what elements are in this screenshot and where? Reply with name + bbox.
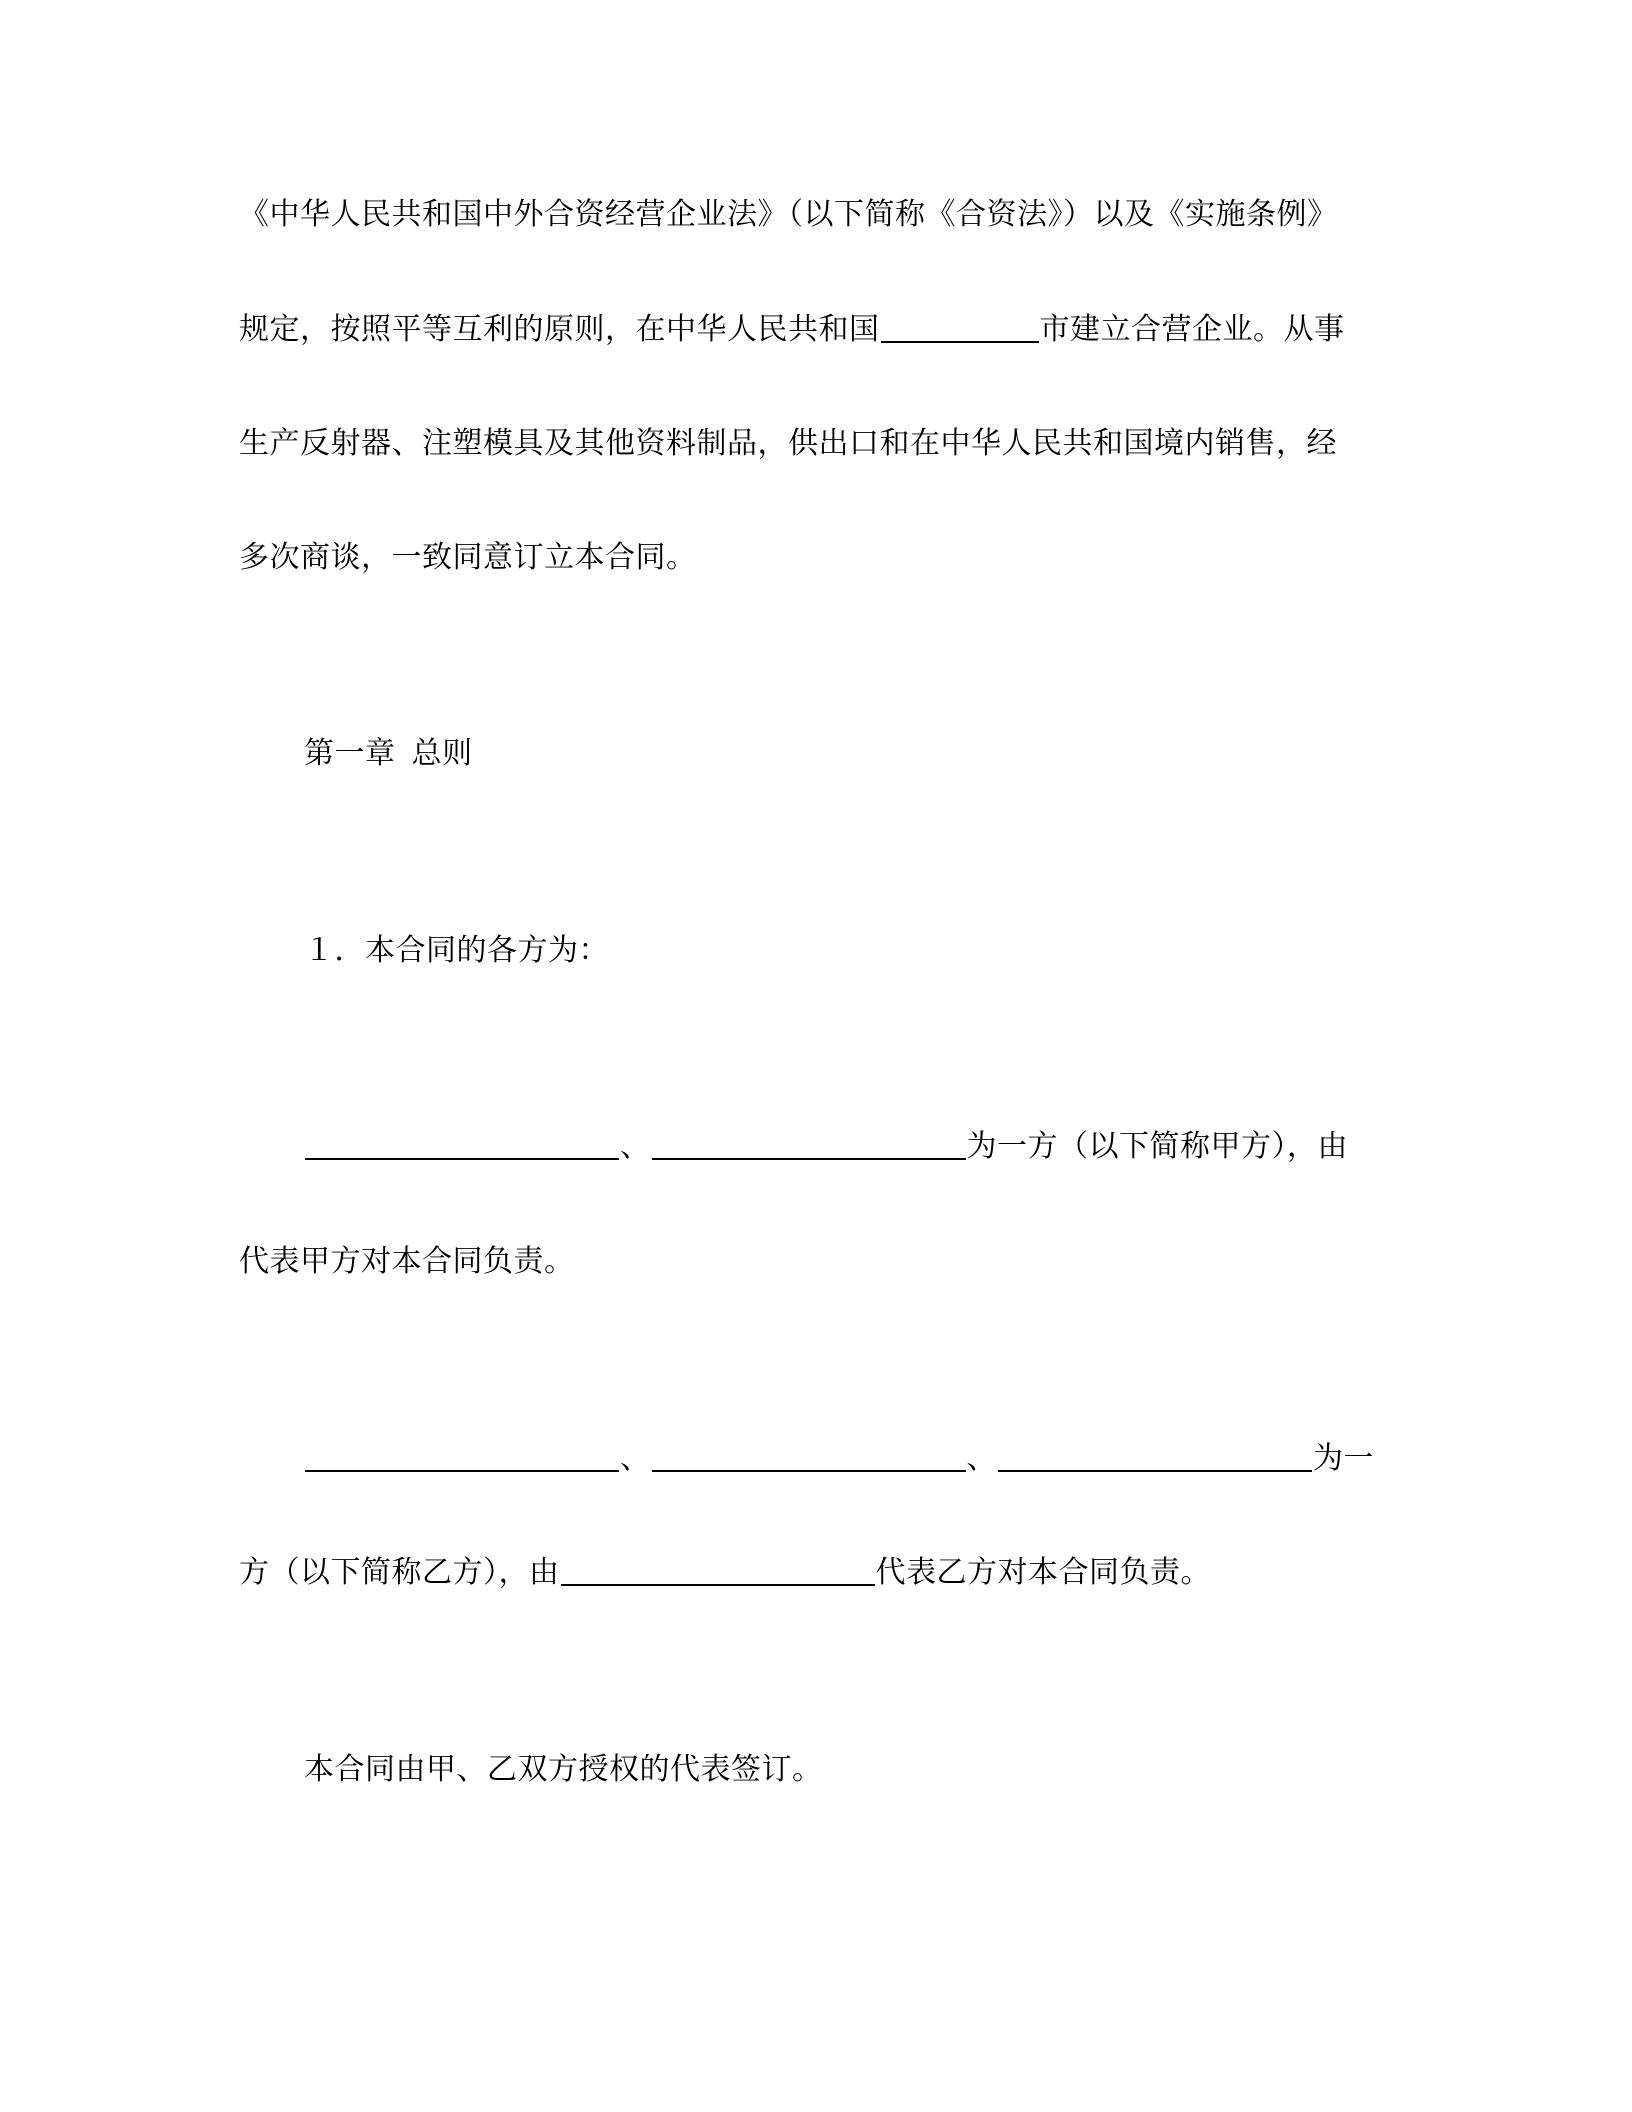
party-b-separator-1: 、 [620, 1441, 651, 1476]
party-a-line-2-text: 代表甲方对本合同负责。 [239, 1244, 575, 1279]
party-a-separator: 、 [620, 1129, 651, 1164]
preamble-line-4-text: 多次商谈，一致同意订立本合同。 [239, 540, 697, 575]
party-b-name-blank-1[interactable] [305, 1440, 619, 1472]
party-a-line-2 [239, 1242, 575, 1282]
party-a-name-blank-2[interactable] [652, 1128, 966, 1160]
article-1-heading-text: １．本合同的各方为： [304, 933, 609, 968]
preamble-line-4 [239, 538, 697, 578]
party-b-separator-2: 、 [966, 1441, 997, 1476]
preamble-line-2-start: 规定，按照平等互利的原则，在中华人民共和国 [239, 312, 880, 347]
preamble-line-1 [239, 195, 1338, 235]
party-b-representative-blank[interactable] [561, 1554, 875, 1586]
party-b-line-1 [304, 1439, 1374, 1479]
city-name-blank[interactable] [881, 311, 1039, 343]
party-b-line-2-head: 方（以下简称乙方），由 [239, 1555, 560, 1590]
party-a-line-1 [304, 1127, 1348, 1167]
party-b-line-2-tail: 代表乙方对本合同负责。 [875, 1555, 1211, 1590]
preamble-line-3 [239, 424, 1337, 464]
article-1-heading [304, 931, 609, 971]
chapter-title: 总则 [411, 736, 473, 771]
party-b-line-2 [239, 1553, 1211, 1593]
party-a-name-blank-1[interactable] [305, 1128, 619, 1160]
party-b-name-blank-2[interactable] [652, 1440, 966, 1472]
party-a-line-1-tail: 为一方（以下简称甲方），由 [966, 1129, 1348, 1164]
preamble-line-2 [239, 310, 1345, 350]
preamble-line-1-text: 《中华人民共和国中外合资经营企业法》（以下简称《合资法》）以及《实施条例》 [239, 197, 1338, 232]
chapter-label: 第一章 [304, 736, 396, 771]
preamble-line-3-text: 生产反射器、注塑模具及其他资料制品，供出口和在中华人民共和国境内销售，经 [239, 426, 1337, 461]
signing-clause [304, 1750, 823, 1790]
chapter-heading [304, 734, 473, 774]
signing-clause-text: 本合同由甲、乙双方授权的代表签订。 [304, 1752, 823, 1787]
party-b-name-blank-3[interactable] [998, 1440, 1312, 1472]
party-b-line-1-tail: 为一 [1313, 1441, 1374, 1476]
preamble-line-2-end: 市建立合营企业。从事 [1039, 312, 1345, 347]
